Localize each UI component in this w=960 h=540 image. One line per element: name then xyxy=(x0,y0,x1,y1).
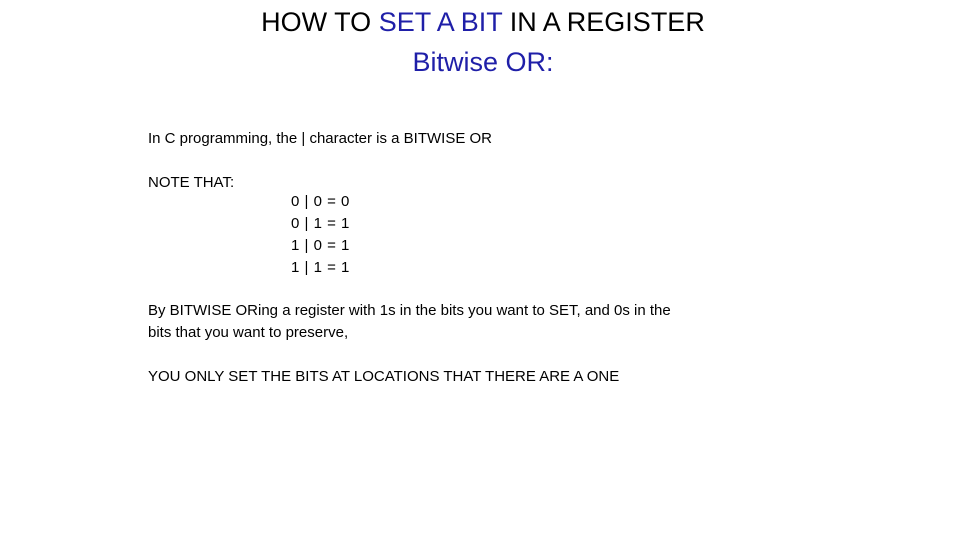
title-suffix: IN A REGISTER xyxy=(502,7,705,37)
title-line-1 xyxy=(0,2,960,42)
slide-title xyxy=(0,2,960,82)
truth-row: 0 | 1 = 1 xyxy=(291,215,350,232)
truth-row: 1 | 0 = 1 xyxy=(291,237,350,254)
truth-row: 0 | 0 = 0 xyxy=(291,193,350,210)
truth-row: 1 | 1 = 1 xyxy=(291,259,350,276)
explanation-line-1: By BITWISE ORing a register with 1s in the bits you want to SET, and 0s in the xyxy=(148,302,671,319)
note-label: NOTE THAT: xyxy=(148,174,235,191)
title-accent: SET A BIT xyxy=(378,7,503,37)
intro-text: In C programming, the | character is a BITWISE OR xyxy=(148,130,493,147)
truth-table xyxy=(291,191,350,279)
title-prefix: HOW TO xyxy=(261,7,379,37)
explanation-line-2: bits that you want to preserve, xyxy=(148,324,349,341)
title-line-2: Bitwise OR: xyxy=(412,47,554,77)
conclusion-text: YOU ONLY SET THE BITS AT LOCATIONS THAT THERE ARE A ONE xyxy=(148,368,620,385)
